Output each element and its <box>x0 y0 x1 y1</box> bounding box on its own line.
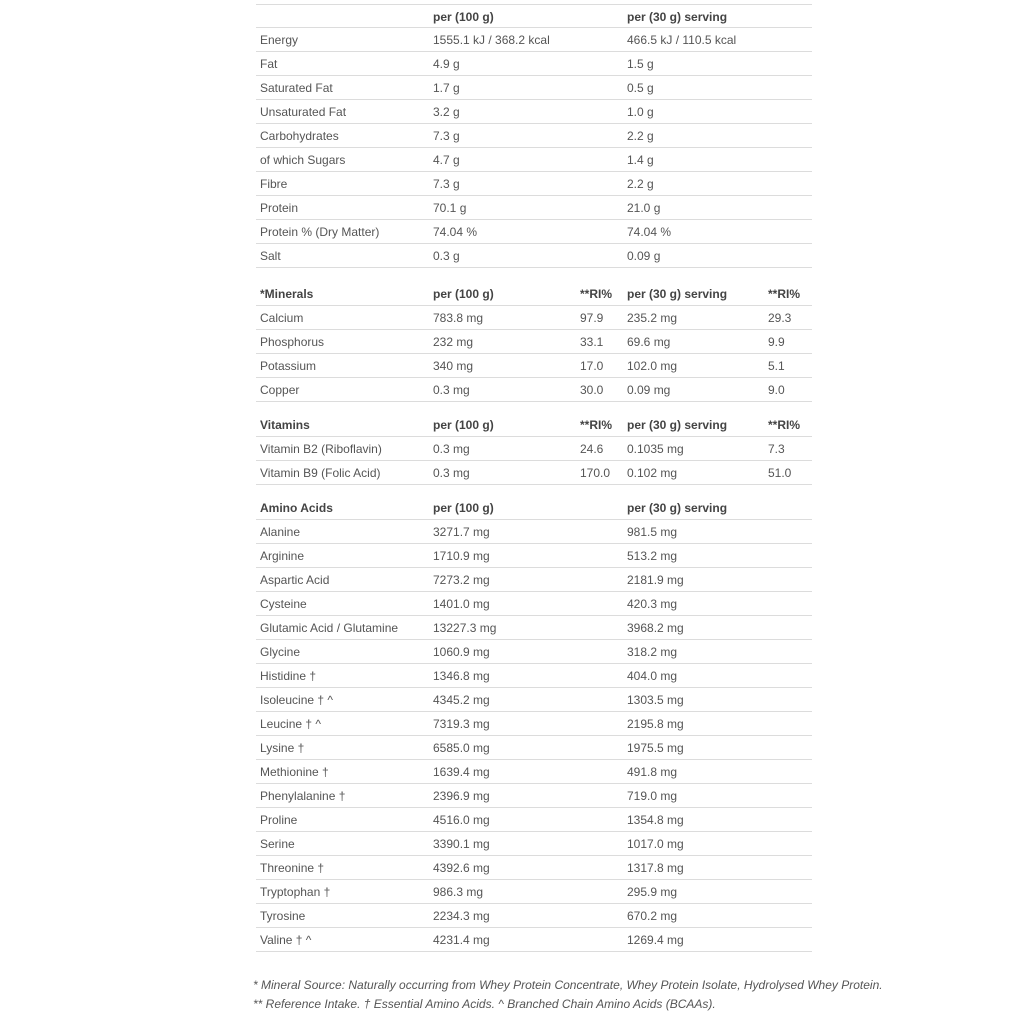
value-per-100g: 13227.3 mg <box>433 621 497 635</box>
value-per-serving: 74.04 % <box>627 225 672 239</box>
value-per-100g: 74.04 % <box>433 225 478 239</box>
value-per-100g: 4516.0 mg <box>433 813 490 827</box>
amino-name: Threonine † <box>260 861 325 875</box>
ri-per-serving: 9.9 <box>768 335 785 349</box>
value-per-100g: 7319.3 mg <box>433 717 490 731</box>
table-row <box>256 100 812 124</box>
table-row <box>256 172 812 196</box>
value-per-100g: 1639.4 mg <box>433 765 490 779</box>
value-per-serving: 2.2 g <box>627 129 654 143</box>
ri-per-100g: 24.6 <box>580 442 604 456</box>
value-per-serving: 0.1035 mg <box>627 442 684 456</box>
value-per-serving: 1.5 g <box>627 57 654 71</box>
nutrient-name: Fat <box>260 57 278 71</box>
value-per-serving: 2.2 g <box>627 177 654 191</box>
amino-name: Proline <box>260 813 298 827</box>
table-row <box>256 784 812 808</box>
table-row <box>256 148 812 172</box>
value-per-serving: 0.102 mg <box>627 466 678 480</box>
value-per-100g: 1555.1 kJ / 368.2 kcal <box>433 33 550 47</box>
value-per-100g: 4.7 g <box>433 153 460 167</box>
value-per-serving: 0.5 g <box>627 81 654 95</box>
value-per-serving: 235.2 mg <box>627 311 678 325</box>
value-per-serving: 404.0 mg <box>627 669 678 683</box>
table-row <box>256 688 812 712</box>
ri-per-100g: 170.0 <box>580 466 611 480</box>
value-per-100g: 7273.2 mg <box>433 573 490 587</box>
nutrition-table <box>256 4 812 268</box>
value-per-serving: 295.9 mg <box>627 885 678 899</box>
table-row <box>256 664 812 688</box>
header-per-100g: per (100 g) <box>433 10 494 24</box>
header-per-100g: per (100 g) <box>433 287 494 301</box>
nutrient-name: Carbohydrates <box>260 129 339 143</box>
nutrient-name: Energy <box>260 33 299 47</box>
vitamin-name: Vitamin B9 (Folic Acid) <box>260 466 381 480</box>
value-per-100g: 1060.9 mg <box>433 645 490 659</box>
value-per-serving: 1269.4 mg <box>627 933 684 947</box>
amino-name: Aspartic Acid <box>260 573 330 587</box>
mineral-name: Calcium <box>260 311 304 325</box>
ri-per-100g: 33.1 <box>580 335 604 349</box>
ri-per-serving: 7.3 <box>768 442 785 456</box>
value-per-100g: 70.1 g <box>433 201 467 215</box>
table-row <box>256 437 812 461</box>
minerals-table <box>256 282 812 402</box>
table-row <box>256 354 812 378</box>
table-row <box>256 196 812 220</box>
footnote-mineral-source: * Mineral Source: Naturally occurring from Whey Protein Concentrate, Whey Protein Isolate, Hydrolysed Whey Protein. <box>253 978 883 992</box>
value-per-serving: 1017.0 mg <box>627 837 684 851</box>
ri-per-100g: 97.9 <box>580 311 604 325</box>
value-per-serving: 513.2 mg <box>627 549 678 563</box>
vitamin-name: Vitamin B2 (Riboflavin) <box>260 442 382 456</box>
value-per-serving: 420.3 mg <box>627 597 678 611</box>
value-per-serving: 2195.8 mg <box>627 717 684 731</box>
value-per-serving: 318.2 mg <box>627 645 678 659</box>
value-per-100g: 1.7 g <box>433 81 460 95</box>
value-per-100g: 0.3 mg <box>433 383 470 397</box>
value-per-serving: 69.6 mg <box>627 335 671 349</box>
header-per-serving: per (30 g) serving <box>627 287 728 301</box>
table-row <box>256 52 812 76</box>
value-per-serving: 670.2 mg <box>627 909 678 923</box>
value-per-serving: 466.5 kJ / 110.5 kcal <box>627 33 737 47</box>
table-row <box>256 461 812 485</box>
table-row <box>256 568 812 592</box>
ri-per-serving: 51.0 <box>768 466 792 480</box>
amino-name: Leucine † ^ <box>260 717 322 731</box>
table-row <box>256 28 812 52</box>
amino-name: Valine † ^ <box>260 933 312 947</box>
table-row <box>256 544 812 568</box>
table-row <box>256 712 812 736</box>
amino-name: Tryptophan † <box>260 885 331 899</box>
value-per-serving: 0.09 g <box>627 249 661 263</box>
ri-per-serving: 29.3 <box>768 311 792 325</box>
value-per-100g: 340 mg <box>433 359 474 373</box>
minerals-header-row <box>256 282 812 306</box>
value-per-serving: 0.09 mg <box>627 383 671 397</box>
vitamins-table <box>256 413 812 485</box>
value-per-100g: 2396.9 mg <box>433 789 490 803</box>
value-per-100g: 7.3 g <box>433 177 460 191</box>
value-per-serving: 1.0 g <box>627 105 654 119</box>
header-per-serving: per (30 g) serving <box>627 418 728 432</box>
table-row <box>256 306 812 330</box>
value-per-100g: 3.2 g <box>433 105 460 119</box>
value-per-100g: 1346.8 mg <box>433 669 490 683</box>
ri-per-serving: 5.1 <box>768 359 785 373</box>
value-per-100g: 3271.7 mg <box>433 525 490 539</box>
header-per-serving: per (30 g) serving <box>627 501 728 515</box>
amino-name: Glycine <box>260 645 301 659</box>
value-per-serving: 3968.2 mg <box>627 621 684 635</box>
header-ri-serving: **RI% <box>768 287 801 301</box>
table-row <box>256 378 812 402</box>
value-per-100g: 0.3 g <box>433 249 460 263</box>
table-row <box>256 880 812 904</box>
value-per-100g: 3390.1 mg <box>433 837 490 851</box>
value-per-100g: 1401.0 mg <box>433 597 490 611</box>
nutrient-name: Salt <box>260 249 281 263</box>
vitamins-header-row <box>256 413 812 437</box>
amino-header-row <box>256 496 812 520</box>
amino-name: Cysteine <box>260 597 307 611</box>
table-row <box>256 592 812 616</box>
nutrition-header-row <box>256 4 812 28</box>
value-per-100g: 986.3 mg <box>433 885 484 899</box>
amino-acids-table <box>256 496 812 952</box>
amino-name: Lysine † <box>260 741 305 755</box>
mineral-name: Potassium <box>260 359 317 373</box>
value-per-serving: 1317.8 mg <box>627 861 684 875</box>
mineral-name: Copper <box>260 383 300 397</box>
value-per-100g: 2234.3 mg <box>433 909 490 923</box>
nutrient-name: Unsaturated Fat <box>260 105 347 119</box>
table-row <box>256 220 812 244</box>
value-per-100g: 4345.2 mg <box>433 693 490 707</box>
table-row <box>256 856 812 880</box>
header-amino-acids: Amino Acids <box>260 501 333 515</box>
amino-name: Histidine † <box>260 669 317 683</box>
ri-per-100g: 17.0 <box>580 359 604 373</box>
header-ri-100g: **RI% <box>580 287 613 301</box>
ri-per-serving: 9.0 <box>768 383 785 397</box>
table-row <box>256 520 812 544</box>
value-per-100g: 4231.4 mg <box>433 933 490 947</box>
value-per-serving: 719.0 mg <box>627 789 678 803</box>
value-per-100g: 4.9 g <box>433 57 460 71</box>
ri-per-100g: 30.0 <box>580 383 604 397</box>
amino-name: Methionine † <box>260 765 329 779</box>
nutrient-name: Fibre <box>260 177 288 191</box>
header-per-serving: per (30 g) serving <box>627 10 728 24</box>
table-row <box>256 808 812 832</box>
table-row <box>256 832 812 856</box>
table-row <box>256 904 812 928</box>
value-per-serving: 2181.9 mg <box>627 573 684 587</box>
footnote-legend: ** Reference Intake. † Essential Amino Acids. ^ Branched Chain Amino Acids (BCAAs). <box>253 997 716 1011</box>
table-row <box>256 760 812 784</box>
table-row <box>256 76 812 100</box>
table-row <box>256 736 812 760</box>
value-per-100g: 1710.9 mg <box>433 549 490 563</box>
header-minerals: *Minerals <box>260 287 314 301</box>
header-per-100g: per (100 g) <box>433 501 494 515</box>
header-vitamins: Vitamins <box>260 418 310 432</box>
table-row <box>256 640 812 664</box>
value-per-serving: 21.0 g <box>627 201 661 215</box>
table-row <box>256 616 812 640</box>
value-per-100g: 0.3 mg <box>433 466 470 480</box>
value-per-100g: 6585.0 mg <box>433 741 490 755</box>
value-per-serving: 1.4 g <box>627 153 654 167</box>
table-row <box>256 124 812 148</box>
value-per-serving: 1303.5 mg <box>627 693 684 707</box>
value-per-serving: 981.5 mg <box>627 525 678 539</box>
header-per-100g: per (100 g) <box>433 418 494 432</box>
mineral-name: Phosphorus <box>260 335 325 349</box>
value-per-serving: 1975.5 mg <box>627 741 684 755</box>
amino-name: Phenylalanine † <box>260 789 346 803</box>
value-per-100g: 232 mg <box>433 335 474 349</box>
amino-name: Isoleucine † ^ <box>260 693 334 707</box>
amino-name: Serine <box>260 837 295 851</box>
amino-name: Tyrosine <box>260 909 306 923</box>
nutrient-name: Protein <box>260 201 299 215</box>
value-per-serving: 102.0 mg <box>627 359 678 373</box>
amino-name: Arginine <box>260 549 305 563</box>
value-per-100g: 783.8 mg <box>433 311 484 325</box>
nutrient-name: Saturated Fat <box>260 81 333 95</box>
value-per-serving: 1354.8 mg <box>627 813 684 827</box>
table-row <box>256 330 812 354</box>
value-per-100g: 0.3 mg <box>433 442 470 456</box>
nutrient-name: Protein % (Dry Matter) <box>260 225 380 239</box>
value-per-100g: 7.3 g <box>433 129 460 143</box>
value-per-100g: 4392.6 mg <box>433 861 490 875</box>
table-row <box>256 244 812 268</box>
table-row <box>256 928 812 952</box>
amino-name: Alanine <box>260 525 301 539</box>
footnotes <box>253 976 883 1014</box>
header-ri-serving: **RI% <box>768 418 801 432</box>
nutrient-name: of which Sugars <box>260 153 346 167</box>
header-ri-100g: **RI% <box>580 418 613 432</box>
amino-name: Glutamic Acid / Glutamine <box>260 621 399 635</box>
value-per-serving: 491.8 mg <box>627 765 678 779</box>
